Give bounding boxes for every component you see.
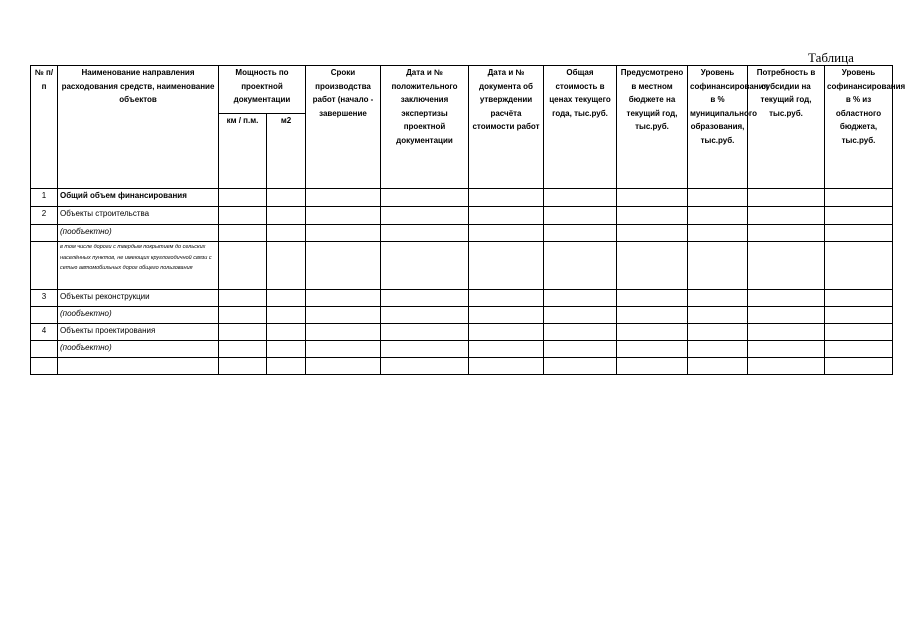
data-cell <box>219 242 267 290</box>
row-label: в том числе дороги с твердым покрытием до сельских населённых пунктов, не имеющих круглогодичной связи с сетью автомобильных дорог общего пользования <box>58 242 219 290</box>
data-cell <box>469 207 544 225</box>
data-cell <box>748 290 825 307</box>
data-cell <box>688 290 748 307</box>
row-label <box>58 358 219 375</box>
data-cell <box>306 189 381 207</box>
table-row <box>31 290 893 307</box>
data-cell <box>469 290 544 307</box>
row-label: Объекты строительства <box>58 207 219 225</box>
data-cell <box>748 307 825 324</box>
data-cell <box>219 341 267 358</box>
data-cell <box>219 189 267 207</box>
data-cell <box>544 207 617 225</box>
data-cell <box>748 225 825 242</box>
data-cell <box>306 290 381 307</box>
data-cell <box>825 242 893 290</box>
data-cell <box>219 307 267 324</box>
header-capacity-m2: м2 <box>267 114 306 189</box>
data-cell <box>688 189 748 207</box>
table-row <box>31 225 893 242</box>
data-cell <box>544 189 617 207</box>
header-expertise: Дата и № положительного заключения экспертизы проектной документации <box>381 66 469 189</box>
data-cell <box>469 189 544 207</box>
data-cell <box>381 307 469 324</box>
row-number <box>31 341 58 358</box>
data-cell <box>748 242 825 290</box>
data-cell <box>688 207 748 225</box>
data-cell <box>381 207 469 225</box>
data-cell <box>617 307 688 324</box>
data-cell <box>381 290 469 307</box>
data-cell <box>219 324 267 341</box>
data-cell <box>825 290 893 307</box>
data-cell <box>219 225 267 242</box>
header-cofin-municipal: Уровень софинансирования в % муниципального образования, тыс.руб. <box>688 66 748 189</box>
data-cell <box>544 242 617 290</box>
row-number <box>31 307 58 324</box>
data-cell <box>381 324 469 341</box>
data-cell <box>825 225 893 242</box>
data-cell <box>617 341 688 358</box>
data-cell <box>544 290 617 307</box>
data-cell <box>381 242 469 290</box>
data-cell <box>306 307 381 324</box>
data-cell <box>381 189 469 207</box>
data-cell <box>544 225 617 242</box>
header-name: Наименование направления расходования средств, наименование объектов <box>58 66 219 189</box>
data-cell <box>267 358 306 375</box>
data-cell <box>267 307 306 324</box>
data-cell <box>267 290 306 307</box>
data-cell <box>748 189 825 207</box>
data-cell <box>267 324 306 341</box>
data-cell <box>267 341 306 358</box>
data-cell <box>544 307 617 324</box>
row-number <box>31 242 58 290</box>
row-label: (пообъектно) <box>58 341 219 358</box>
row-number: 1 <box>31 189 58 207</box>
data-cell <box>306 324 381 341</box>
data-cell <box>748 358 825 375</box>
data-cell <box>617 358 688 375</box>
data-cell <box>469 358 544 375</box>
data-cell <box>688 341 748 358</box>
header-cofin-regional: Уровень софинансирования в % из областного бюджета, тыс.руб. <box>825 66 893 189</box>
data-cell <box>306 207 381 225</box>
data-cell <box>381 358 469 375</box>
data-cell <box>469 225 544 242</box>
data-cell <box>267 242 306 290</box>
data-cell <box>617 225 688 242</box>
table-row <box>31 324 893 341</box>
row-number <box>31 225 58 242</box>
data-cell <box>219 358 267 375</box>
financing-table <box>30 65 905 375</box>
row-number: 3 <box>31 290 58 307</box>
data-cell <box>306 358 381 375</box>
data-cell <box>267 207 306 225</box>
data-cell <box>469 341 544 358</box>
data-cell <box>306 225 381 242</box>
data-cell <box>748 207 825 225</box>
data-cell <box>469 324 544 341</box>
header-subsidy-need: Потребность в субсидии на текущий год, тыс.руб. <box>748 66 825 189</box>
data-cell <box>469 307 544 324</box>
data-cell <box>267 189 306 207</box>
data-cell <box>219 290 267 307</box>
header-approval: Дата и № документа об утверждении расчёта стоимости работ <box>469 66 544 189</box>
data-cell <box>617 324 688 341</box>
table-body <box>31 189 893 375</box>
table-header <box>31 66 905 189</box>
table-row <box>31 242 893 290</box>
data-cell <box>825 207 893 225</box>
data-cell <box>381 341 469 358</box>
data-cell <box>219 207 267 225</box>
row-label: Общий объем финансирования <box>58 189 219 207</box>
header-capacity-km: км / п.м. <box>219 114 267 189</box>
data-cell <box>617 290 688 307</box>
row-number: 4 <box>31 324 58 341</box>
data-cell <box>825 189 893 207</box>
table-row <box>31 207 893 225</box>
data-cell <box>617 242 688 290</box>
data-cell <box>748 324 825 341</box>
table-row <box>31 341 893 358</box>
data-cell <box>469 242 544 290</box>
row-label: Объекты реконструкции <box>58 290 219 307</box>
header-local-budget: Предусмотрено в местном бюджете на текущий год, тыс.руб. <box>617 66 688 189</box>
data-cell <box>381 225 469 242</box>
table-row <box>31 358 893 375</box>
data-cell <box>825 358 893 375</box>
row-number <box>31 358 58 375</box>
header-total-cost: Общая стоимость в ценах текущего года, тыс.руб. <box>544 66 617 189</box>
data-cell <box>306 341 381 358</box>
row-label: (пообъектно) <box>58 307 219 324</box>
header-num: № п/ п <box>31 66 58 189</box>
row-label: (пообъектно) <box>58 225 219 242</box>
data-cell <box>688 242 748 290</box>
data-cell <box>688 225 748 242</box>
row-number: 2 <box>31 207 58 225</box>
table-row <box>31 307 893 324</box>
data-cell <box>617 207 688 225</box>
header-capacity: Мощность по проектной документации <box>219 66 306 114</box>
data-cell <box>748 341 825 358</box>
table-row <box>31 189 893 207</box>
data-cell <box>688 307 748 324</box>
data-cell <box>306 242 381 290</box>
data-cell <box>825 324 893 341</box>
data-cell <box>825 307 893 324</box>
data-cell <box>825 341 893 358</box>
data-cell <box>688 358 748 375</box>
data-cell <box>544 324 617 341</box>
row-label: Объекты проектирования <box>58 324 219 341</box>
header-terms: Сроки производства работ (начало - завершение <box>306 66 381 189</box>
data-cell <box>688 324 748 341</box>
data-cell <box>544 341 617 358</box>
data-cell <box>267 225 306 242</box>
data-cell <box>617 189 688 207</box>
data-cell <box>544 358 617 375</box>
table-caption: Таблица <box>808 50 854 65</box>
